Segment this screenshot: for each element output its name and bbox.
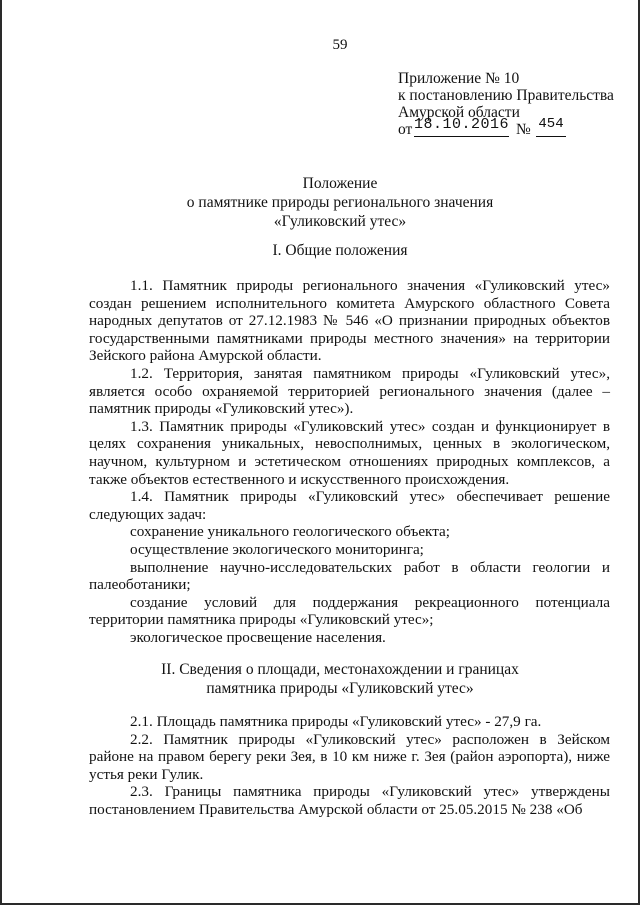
task-item: осуществление экологического мониторинга; — [130, 540, 424, 558]
paragraph-2-2: 2.2. Памятник природы «Гуликовский утес» расположен в Зейском районе на правом берегу реки Зея, в 10 км ниже г. Зея (район аэропорта), ниже устья реки Гулик. — [89, 730, 610, 783]
appendix-reference: к постановлению Правительства — [398, 87, 614, 104]
section-1-heading: I. Общие положения — [272, 242, 408, 259]
appendix-region: Амурской области — [398, 104, 520, 121]
appendix-title: Приложение № 10 — [398, 70, 520, 87]
appendix-date: 18.10.2016 — [414, 116, 509, 137]
task-item: экологическое просвещение населения. — [130, 628, 386, 646]
section-2-heading-line-2: памятника природы «Гуликовский утес» — [206, 680, 474, 697]
title-line-1: Положение — [302, 175, 378, 192]
appendix-header — [398, 70, 628, 138]
appendix-ot-label: от — [398, 121, 413, 138]
paragraph-1-2: 1.2. Территория, занятая памятником природы «Гуликовский утес», является особо охраняемой территорией регионального значения (далее – памятник природы «Гуликовский утес»). — [89, 364, 610, 418]
task-item: сохранение уникального геологического объекта; — [130, 523, 451, 541]
title-line-2: о памятнике природы регионального значения — [186, 194, 494, 211]
task-item: создание условий для поддержания рекреационного потенциала территории памятника природы «Гуликовский утес»; — [89, 593, 610, 629]
section-1-body — [89, 277, 610, 646]
document-title — [0, 174, 640, 231]
task-item: выполнение научно-исследовательских работ в области геологии и палеоботаники; — [89, 558, 610, 594]
section-2-heading-line-1: II. Сведения о площади, местонахождении и границах — [161, 661, 519, 678]
paragraph-2-3: 2.3. Границы памятника природы «Гуликовский утес» утверждены постановлением Правительства Амурской области от 25.05.2015 № 238 «Об — [89, 783, 610, 818]
appendix-date-number-row — [398, 116, 628, 138]
paragraph-2-1: 2.1. Площадь памятника природы «Гуликовский утес» - 27,9 га. — [130, 713, 542, 730]
section-2-heading — [0, 660, 640, 698]
paragraph-1-1: 1.1. Памятник природы регионального значения «Гуликовский утес» создан решением исполнительного комитета Амурского областного Совета народных депутатов от 27.12.1983 № 546 «О признании природных объектов государственными памятниками природы местного значения» на территории Зейского района Амурской области. — [89, 277, 610, 365]
appendix-number-sign: № — [516, 121, 531, 138]
paragraph-1-3: 1.3. Памятник природы «Гуликовский утес» создан и функционирует в целях сохранения уникальных, невосполнимых, ценных в экологическом, научном, культурном и эстетическом отношениях природных комплексов, а также объектов естественного и искусственного происхождения. — [89, 417, 610, 488]
title-line-3: «Гуликовский утес» — [273, 213, 407, 230]
page-number: 59 — [332, 37, 348, 53]
scan-border-left — [0, 0, 2, 905]
appendix-number: 454 — [536, 116, 566, 137]
section-2-body — [89, 713, 610, 819]
paragraph-1-4: 1.4. Памятник природы «Гуликовский утес» обеспечивает решение следующих задач: — [89, 488, 610, 523]
